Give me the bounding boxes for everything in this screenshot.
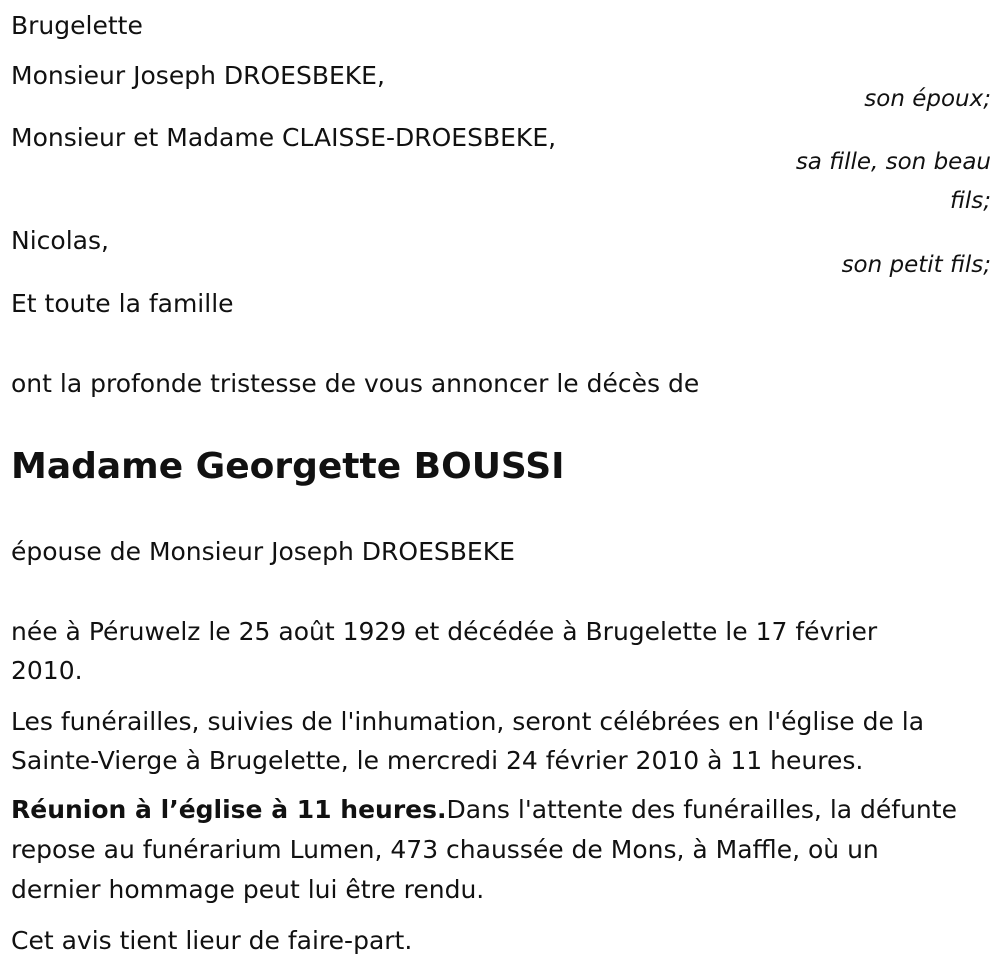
spouse-line: épouse de Monsieur Joseph DROESBEKE — [11, 537, 515, 566]
funeral-text: Les funérailles, suivies de l'inhumation, seront célébrées en l'église de la — [11, 707, 925, 736]
family-member-name: Nicolas, — [11, 226, 109, 255]
closing-text: Cet avis tient lieur de faire-part. — [11, 926, 413, 955]
family-member-name: Et toute la famille — [11, 289, 234, 318]
meeting-text — [11, 790, 957, 830]
family-member-name: Monsieur et Madame CLAISSE-DROESBEKE, — [11, 123, 557, 152]
family-member-name: Monsieur Joseph DROESBEKE, — [11, 61, 385, 90]
meeting-text: dernier hommage peut lui être rendu. — [11, 875, 485, 904]
meeting-text-rest: Dans l'attente des funérailles, la défunte — [446, 795, 957, 824]
deceased-name: Madame Georgette BOUSSI — [11, 446, 565, 487]
meeting-text: repose au funérarium Lumen, 473 chaussée de Mons, à Maffle, où un — [11, 835, 879, 864]
birth-death-text: 2010. — [11, 656, 83, 685]
announcement-text: ont la profonde tristesse de vous annoncer le décès de — [11, 369, 700, 398]
meeting-time-bold: Réunion à l’église à 11 heures. — [11, 795, 447, 824]
family-member-role: son petit fils; — [841, 252, 991, 278]
family-member-role: sa fille, son beau — [795, 149, 991, 175]
location: Brugelette — [11, 11, 143, 40]
birth-death-text: née à Péruwelz le 25 août 1929 et décédée à Brugelette le 17 février — [11, 617, 878, 646]
family-member-role: son époux; — [864, 86, 991, 112]
family-member-role: fils; — [950, 188, 991, 214]
funeral-text: Sainte-Vierge à Brugelette, le mercredi 24 février 2010 à 11 heures. — [11, 746, 864, 775]
